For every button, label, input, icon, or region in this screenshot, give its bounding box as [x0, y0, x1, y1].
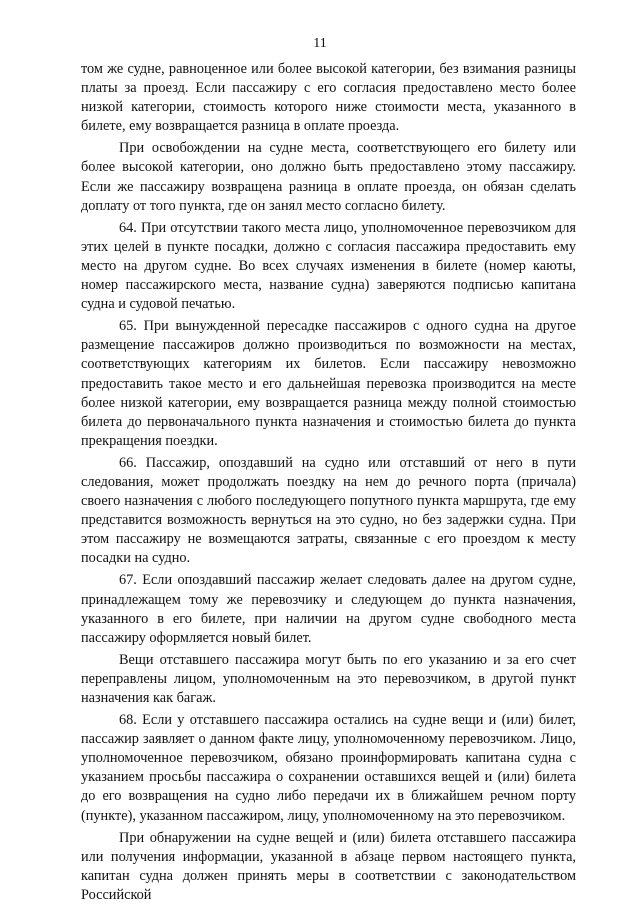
paragraph-item-67: 67. Если опоздавший пассажир желает следовать далее на другом судне, принадлежащем тому же перевозчику и следующем до пункта назначения, указанного в его билете, при наличии на другом судне свободного места пассажиру оформляется новый билет.: [81, 572, 576, 646]
paragraph: При обнаружении на судне вещей и (или) билета отставшего пассажира или получения информации, указанной в абзаце первом настоящего пункта, капитан судна должен принять меры в соответствии с законодательством Российской: [81, 829, 576, 903]
paragraph-item-68: 68. Если у отставшего пассажира остались на судне вещи и (или) билет, пассажир заявляет о данном факте лицу, уполномоченному перевозчиком. Лицо, уполномоченное перевозчиком, обязано проинформировать капитана судна с указанием просьбы пассажира о сохранении оставшихся вещей и (или) билета до его возвращения на судно либо передачи их в ближайшем речном порту (пункте), указанном пассажиром, лицу, уполномоченному на это перевозчиком.: [81, 712, 576, 824]
paragraph-item-66: 66. Пассажир, опоздавший на судно или отставший от него в пути следования, может продолжать поездку на нем до речного порта (причала) своего назначения с любого последующего попутного пункта маршрута, где ему представится возможность вернуться на это судно, но без задержки судна. При этом пассажиру не возмещаются затраты, связанные с его проездом к месту посадки на судно.: [81, 454, 576, 567]
paragraph-continuation: том же судне, равноценное или более высокой категории, без взимания разницы платы за проезд. Если пассажиру с его согласия предоставлено место более низкой категории, стоимость которого ниже стоимости места, указанного в билете, ему возвращается разница в оплате проезда.: [81, 61, 576, 135]
paragraph: Вещи отставшего пассажира могут быть по его указанию и за его счет переправлены лицом, уполномоченным на это перевозчиком, в другой пункт назначения как багаж.: [81, 651, 576, 706]
paragraph-item-65: 65. При вынужденной пересадке пассажиров с одного судна на другое размещение пассажиров должно производиться по возможности на местах, соответствующих категориям их билетов. Если пассажиру невозможно предоставить такое место и его дальнейшая перевозка производится на месте более низкой категории, ему возвращается разница между полной стоимостью билета до первоначального пункта назначения и стоимостью билета до пункта прекращения поездки.: [81, 318, 576, 449]
page-number: 11: [313, 36, 327, 51]
paragraph-item-64: 64. При отсутствии такого места лицо, уполномоченное перевозчиком для этих целей в пункте посадки, должно с согласия пассажира предоставить ему место на другом судне. Во всех случаях изменения в билете (номер каюты, номер пассажирского места, название судна) заверяются подписью капитана судна и судовой печатью.: [81, 219, 576, 313]
paragraph: При освобождении на судне места, соответствующего его билету или более высокой категории, оно должно быть предоставлено этому пассажиру. Если же пассажиру возвращена разница в оплате проезда, он обязан сделать доплату от того пункта, где он занял место согласно билету.: [81, 140, 576, 214]
document-body: [81, 60, 576, 908]
